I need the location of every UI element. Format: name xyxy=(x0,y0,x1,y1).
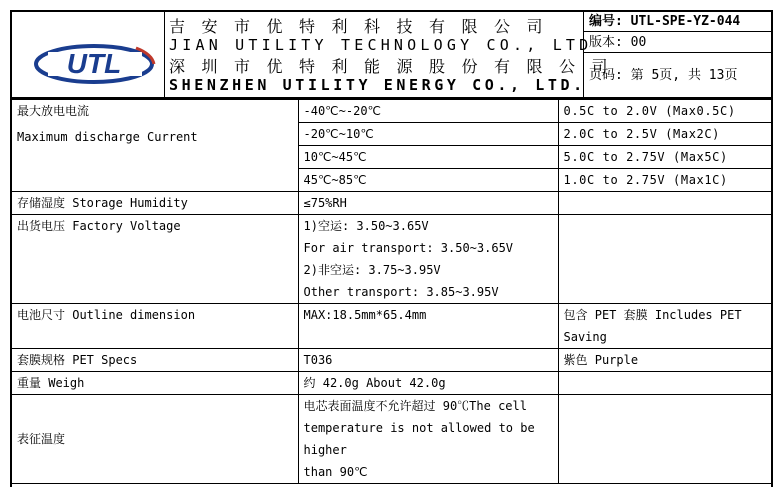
table-row xyxy=(12,215,771,304)
pet-value: T036 xyxy=(298,349,558,372)
table-row xyxy=(12,372,771,395)
discharge-value-2: 2.0C to 2.5V (Max2C) xyxy=(558,123,771,146)
page-number: 页码: 第 5页, 共 13页 xyxy=(589,68,738,83)
spec-document xyxy=(10,10,773,487)
storage-note xyxy=(558,192,771,215)
document-version: 版本: 00 xyxy=(584,33,771,53)
surface-temp-line-3: than 90℃ xyxy=(303,465,368,479)
discharge-value-4: 1.0C to 2.75V (Max1C) xyxy=(558,169,771,192)
storage-value: ≤75%RH xyxy=(298,192,558,215)
document-header xyxy=(12,12,771,99)
discharge-temp-4: 45℃~85℃ xyxy=(298,169,558,192)
discharge-temp-2: -20℃~10℃ xyxy=(298,123,558,146)
company-name-en-shenzhen: SHENZHEN UTILITY ENERGY CO., LTD. xyxy=(169,76,586,94)
outline-note: 包含 PET 套膜 Includes PET Saving xyxy=(558,304,771,349)
surface-temp-note xyxy=(558,395,771,484)
table-row xyxy=(12,100,771,123)
discharge-value-3: 5.0C to 2.75V (Max5C) xyxy=(558,146,771,169)
discharge-temp-3: 10℃~45℃ xyxy=(298,146,558,169)
discharge-label-en: Maximum discharge Current xyxy=(17,130,198,144)
utl-logo xyxy=(32,40,160,84)
company-name-cn-jian: 吉安市优特利科技有限公司 xyxy=(169,17,560,36)
pet-label: 套膜规格 PET Specs xyxy=(12,349,298,372)
factory-voltage-line-3: 2)非空运: 3.75~3.95V xyxy=(303,263,441,277)
outline-value: MAX:18.5mm*65.4mm xyxy=(298,304,558,349)
table-row xyxy=(12,349,771,372)
company-name-en-jian: JIAN UTILITY TECHNOLOGY CO., LTD xyxy=(169,36,593,54)
factory-voltage-note xyxy=(558,215,771,304)
surface-temp-value xyxy=(298,395,558,484)
factory-voltage-line-4: Other transport: 3.85~3.95V xyxy=(303,285,499,299)
discharge-label-cell xyxy=(12,100,298,192)
weight-note xyxy=(558,372,771,395)
factory-voltage-line-1: 1)空运: 3.50~3.65V xyxy=(303,219,429,233)
surface-temp-line-1: 电芯表面温度不允许超过 90℃The cell xyxy=(303,399,527,413)
document-meta xyxy=(584,12,771,97)
surface-temp-line-2: temperature is not allowed to be higher xyxy=(303,421,535,457)
discharge-label-cn: 最大放电电流 xyxy=(17,104,90,118)
discharge-temp-1: -40℃~-20℃ xyxy=(298,100,558,123)
company-name-cn-shenzhen: 深圳市优特利能源股份有限公司 xyxy=(169,57,625,76)
weight-label: 重量 Weigh xyxy=(12,372,298,395)
discharge-value-1: 0.5C to 2.0V (Max0.5C) xyxy=(558,100,771,123)
pet-note: 紫色 Purple xyxy=(558,349,771,372)
document-number: 编号: UTL-SPE-YZ-044 xyxy=(584,12,771,32)
weight-value: 约 42.0g About 42.0g xyxy=(298,372,558,395)
table-row xyxy=(12,192,771,215)
factory-voltage-label: 出货电压 Factory Voltage xyxy=(12,215,298,304)
factory-voltage-line-2: For air transport: 3.50~3.65V xyxy=(303,241,514,255)
surface-temp-label: 表征温度 xyxy=(12,395,298,484)
factory-voltage-value xyxy=(298,215,558,304)
spec-table xyxy=(12,99,771,484)
logo-text: UTL xyxy=(66,48,122,79)
storage-label: 存储湿度 Storage Humidity xyxy=(12,192,298,215)
logo-area xyxy=(12,12,165,97)
outline-label: 电池尺寸 Outline dimension xyxy=(12,304,298,349)
table-row xyxy=(12,395,771,484)
table-row xyxy=(12,304,771,349)
